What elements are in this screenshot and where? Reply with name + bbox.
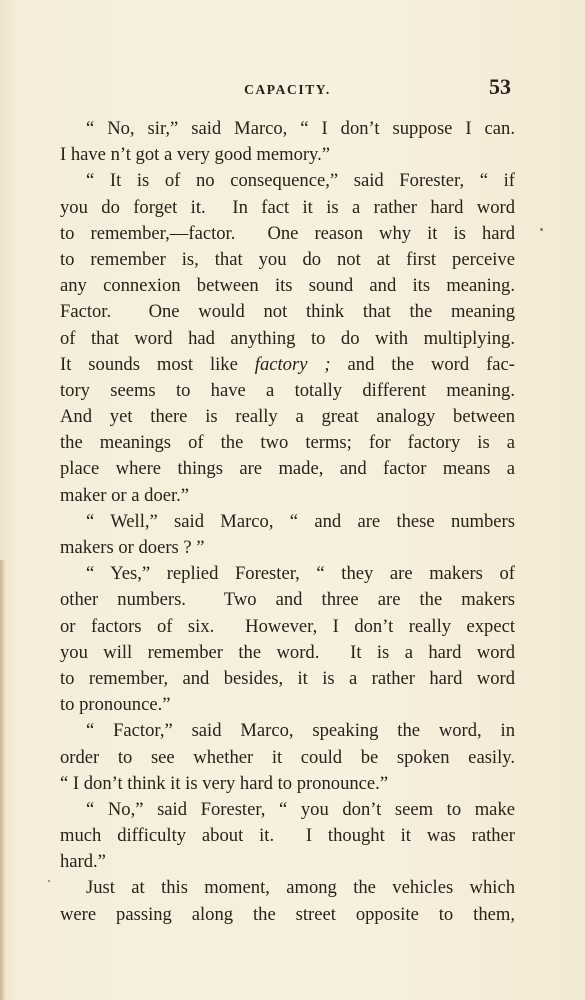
text-line: Factor. One would not think that the meaning — [60, 301, 515, 323]
text-line: to remember, and besides, it is a rather hard word — [60, 667, 515, 689]
running-title: CAPACITY. — [244, 82, 331, 97]
paper-speck — [48, 880, 50, 882]
text-line: the meanings of the two terms; for factory is a — [60, 432, 515, 454]
text-line: “ Yes,” replied Forester, “ they are makers of — [86, 563, 515, 585]
page-edge-shadow — [0, 560, 6, 1000]
text-line: were passing along the street opposite to them, — [60, 903, 515, 925]
page-header — [60, 74, 515, 104]
text-line: “ Factor,” said Marco, speaking the word, in — [86, 720, 515, 742]
text-line: maker or a doer.” — [60, 484, 190, 506]
text-line: any connexion between its sound and its meaning. — [60, 275, 515, 297]
paper-speck — [540, 228, 543, 231]
text-line: “ No, sir,” said Marco, “ I don’t suppose I can. — [86, 118, 515, 139]
text-line: “ It is of no consequence,” said Forester, “ if — [86, 170, 515, 192]
text-line: tory seems to have a totally different meaning. — [60, 379, 515, 401]
text-line: Just at this moment, among the vehicles which — [86, 877, 515, 899]
text-line: place where things are made, and factor means a — [60, 458, 515, 480]
text-line: you do forget it. In fact it is a rather hard word — [60, 196, 515, 218]
text-segment: and the word fac- — [330, 353, 515, 375]
text-line: of that word had anything to do with multiplying. — [60, 327, 515, 349]
text-line: much difficulty about it. I thought it was rather — [60, 825, 515, 847]
italic-term: factory ; — [254, 353, 331, 375]
text-line: other numbers. Two and three are the makers — [60, 589, 515, 611]
text-line — [60, 352, 515, 378]
text-line: “ Well,” said Marco, “ and are these numbers — [86, 510, 515, 532]
body-text — [60, 116, 515, 928]
text-line: you will remember the word. It is a hard word — [60, 641, 515, 663]
text-line: order to see whether it could be spoken easily. — [60, 746, 515, 768]
text-line: or factors of six. However, I don’t really expect — [60, 615, 515, 637]
text-line: I have n’t got a very good memory.” — [60, 144, 331, 166]
text-line: to pronounce.” — [60, 694, 171, 716]
text-line: makers or doers ? ” — [60, 537, 205, 558]
text-line: to remember,—factor. One reason why it is hard — [60, 222, 515, 244]
text-line: hard.” — [60, 851, 106, 873]
text-line: to remember is, that you do not at first perceive — [60, 248, 515, 270]
page-number: 53 — [489, 74, 511, 99]
text-line: “ No,” said Forester, “ you don’t seem to make — [86, 798, 515, 820]
text-segment: It sounds most like — [60, 353, 255, 375]
text-line: And yet there is really a great analogy between — [60, 406, 515, 428]
text-line: “ I don’t think it is very hard to pronounce.” — [60, 772, 389, 794]
